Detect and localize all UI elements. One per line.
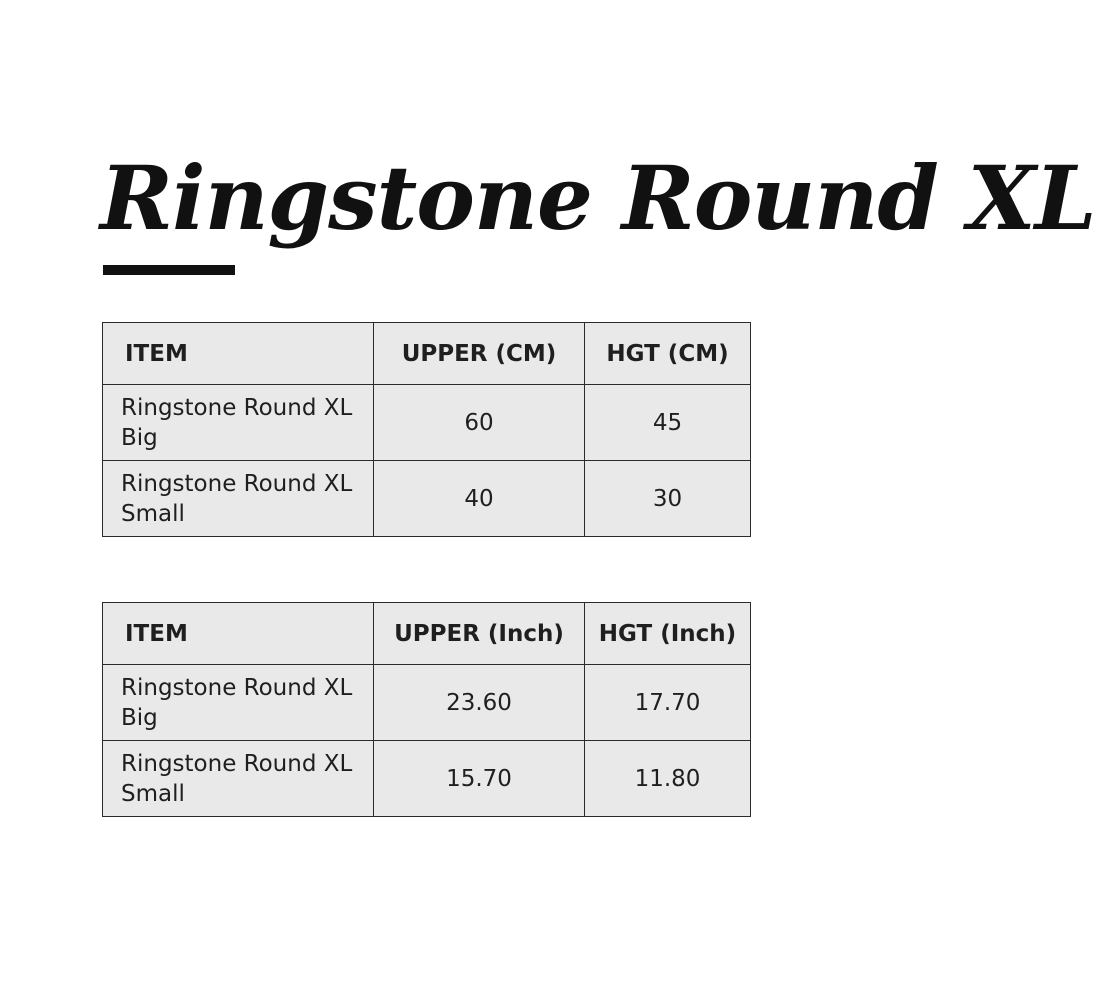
table-row [103,741,751,817]
column-header-upper: UPPER (Inch) [374,603,585,665]
page-title: Ringstone Round XL [100,146,1096,250]
size-table-cm [102,322,751,537]
table-row [103,665,751,741]
table-row [103,461,751,537]
item-name-cell: Ringstone Round XL Big [103,385,374,461]
upper-value-cell: 40 [374,461,585,537]
title-underline [103,265,235,275]
column-header-item: ITEM [103,603,374,665]
height-value-cell: 45 [585,385,751,461]
table-header-row [103,323,751,385]
column-header-hgt: HGT (CM) [585,323,751,385]
table-row [103,385,751,461]
item-name-cell: Ringstone Round XL Small [103,741,374,817]
upper-value-cell: 23.60 [374,665,585,741]
upper-value-cell: 60 [374,385,585,461]
height-value-cell: 30 [585,461,751,537]
item-name-cell: Ringstone Round XL Big [103,665,374,741]
table-header-row [103,603,751,665]
height-value-cell: 17.70 [585,665,751,741]
column-header-item: ITEM [103,323,374,385]
height-value-cell: 11.80 [585,741,751,817]
column-header-hgt: HGT (Inch) [585,603,751,665]
upper-value-cell: 15.70 [374,741,585,817]
size-table-inch [102,602,751,817]
item-name-cell: Ringstone Round XL Small [103,461,374,537]
column-header-upper: UPPER (CM) [374,323,585,385]
